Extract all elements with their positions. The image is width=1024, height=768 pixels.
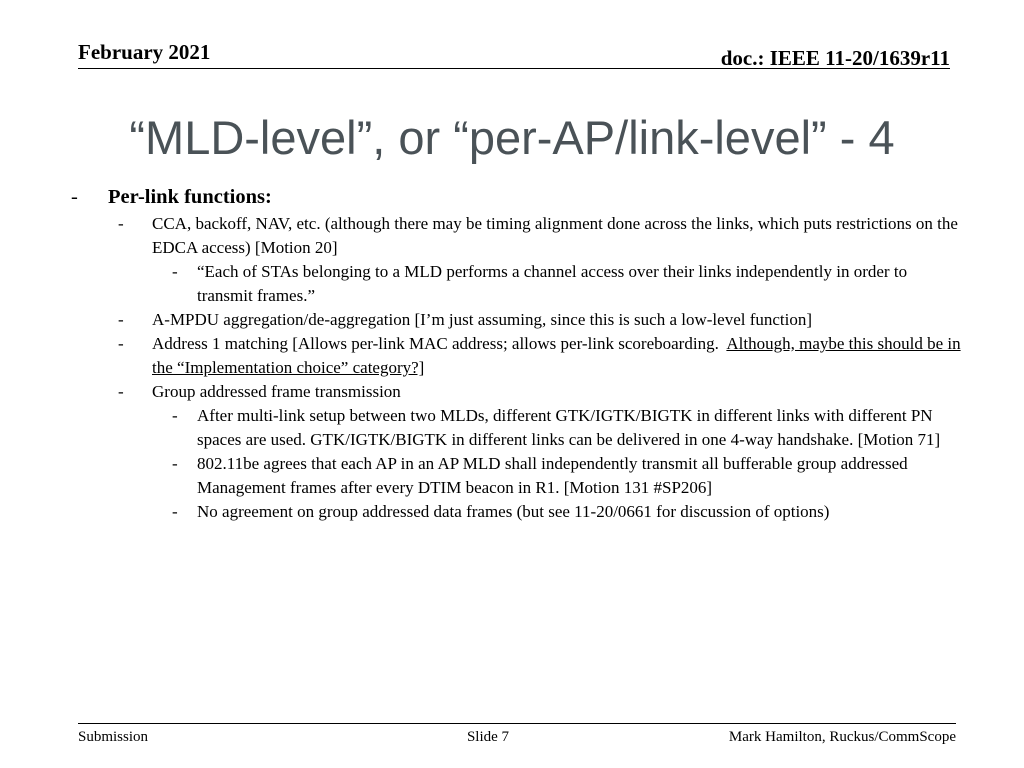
footer-author: Mark Hamilton, Ruckus/CommScope [728, 729, 956, 745]
bullet-text: Per-link functions: [108, 186, 272, 208]
bullet-text: No agreement on group addressed data frames (but see 11-20/0661 for discussion of options) [197, 502, 830, 521]
bullet-address1-matching [0, 332, 962, 380]
bullet-marker: - [118, 214, 124, 233]
bullet-per-link-functions [0, 182, 1024, 212]
bullet-marker: - [118, 334, 124, 353]
bullet-cca-backoff [0, 212, 962, 260]
bullet-text: After multi-link setup between two MLDs, different GTK/IGTK/BIGTK in different links with different PN spaces are used. GTK/IGTK/BIGTK in different links can be delivered in one 4-way handshake. [Motion 71] [197, 406, 941, 449]
bullet-marker: - [118, 382, 124, 401]
header-rule [78, 68, 950, 69]
bullet-text: A-MPDU aggregation/de-aggregation [I’m just assuming, since this is such a low-level function] [152, 310, 813, 329]
bullet-text: 802.11be agrees that each AP in an AP MLD shall independently transmit all bufferable group addressed Management frames after every DTIM beacon in R1. [Motion 131 #SP206] [197, 454, 908, 497]
sub-bullet-dtim-beacon [0, 452, 967, 500]
bullet-marker: - [71, 186, 78, 208]
footer-submission: Submission [78, 729, 149, 745]
bullet-marker: - [172, 262, 178, 281]
bullet-marker: - [172, 406, 178, 425]
bullet-group-addressed-transmission [0, 380, 962, 404]
bullet-marker: - [172, 502, 178, 521]
footer-slide-number: Slide 7 [466, 729, 510, 745]
bullet-text: CCA, backoff, NAV, etc. (although there may be timing alignment done across the links, which puts restrictions on the EDCA access) [Motion 20] [152, 214, 958, 257]
sub-bullet-no-agreement [0, 500, 967, 524]
bullet-marker: - [172, 454, 178, 473]
bullet-text: “Each of STAs belonging to a MLD performs a channel access over their links independently in order to transmit frames.” [197, 262, 908, 305]
header-date: February 2021 [78, 40, 211, 64]
footer-rule [78, 723, 956, 724]
bullet-text: Group addressed frame transmission [152, 382, 401, 401]
bullet-text: Address 1 matching [Allows per-link MAC address; allows per-link scoreboarding. [152, 334, 727, 353]
header-doc-id: doc.: IEEE 11-20/1639r11 [720, 46, 950, 70]
sub-bullet-multi-link-setup [0, 404, 967, 452]
bullet-marker: - [118, 310, 124, 329]
sub-bullet-channel-access-quote [0, 260, 967, 308]
bullet-ampdu-aggregation [0, 308, 962, 332]
underlined-note: Although, maybe this should be in the “Implementation choice” category?] [152, 334, 961, 377]
slide-title: “MLD-level”, or “per-AP/link-level” - 4 [129, 111, 895, 164]
slide-body [0, 182, 1024, 524]
